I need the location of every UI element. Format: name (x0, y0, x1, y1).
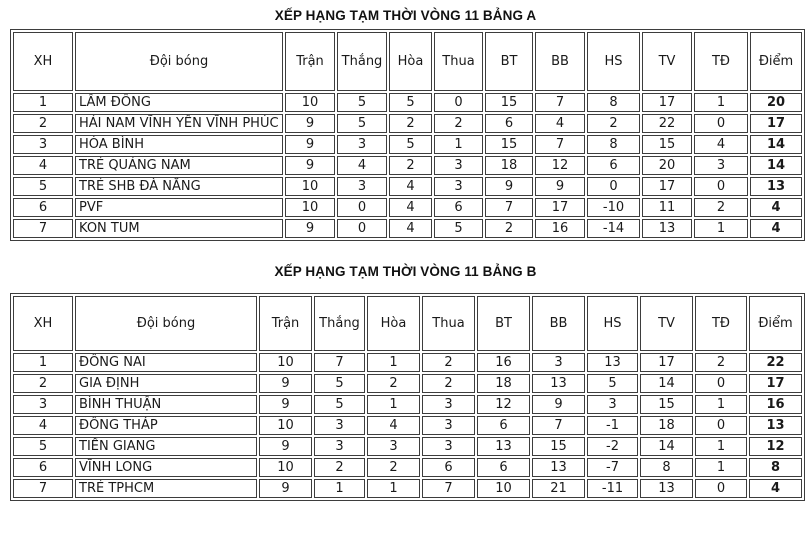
stat-cell: 15 (640, 395, 693, 414)
stat-cell: 5 (314, 374, 365, 393)
stat-cell: 1 (695, 437, 747, 456)
stat-cell: -11 (587, 479, 638, 498)
stat-cell: 6 (477, 416, 530, 435)
team-name: TRẺ QUẢNG NAM (75, 156, 283, 175)
column-header-9: TV (642, 32, 692, 91)
stat-cell: 5 (389, 93, 432, 112)
stat-cell: 1 (434, 135, 483, 154)
stat-cell: 3 (314, 437, 365, 456)
team-name: BÌNH THUẬN (75, 395, 257, 414)
stat-cell: 17 (535, 198, 585, 217)
header-row (13, 32, 802, 91)
stat-cell: 2 (434, 114, 483, 133)
table-row (13, 198, 802, 217)
column-header-6: BT (477, 296, 530, 351)
points-cell: 4 (749, 479, 802, 498)
rank-cell: 5 (13, 437, 73, 456)
stat-cell: 0 (434, 93, 483, 112)
team-name: KON TUM (75, 219, 283, 238)
column-header-0: XH (13, 32, 73, 91)
stat-cell: 2 (389, 156, 432, 175)
stat-cell: -2 (587, 437, 638, 456)
stat-cell: 7 (535, 93, 585, 112)
table-row (13, 156, 802, 175)
table-row (13, 416, 802, 435)
stat-cell: 4 (389, 177, 432, 196)
stat-cell: 2 (422, 374, 475, 393)
stat-cell: 5 (314, 395, 365, 414)
stat-cell: 5 (389, 135, 432, 154)
column-header-11: Điểm (750, 32, 802, 91)
points-cell: 17 (750, 114, 802, 133)
stat-cell: 1 (694, 93, 748, 112)
stat-cell: 15 (642, 135, 692, 154)
column-header-1: Đội bóng (75, 32, 283, 91)
stat-cell: 9 (259, 479, 312, 498)
stat-cell: 0 (695, 416, 747, 435)
stat-cell: 7 (485, 198, 533, 217)
stat-cell: 3 (587, 395, 638, 414)
stat-cell: 17 (642, 93, 692, 112)
stat-cell: 5 (434, 219, 483, 238)
column-header-8: HS (587, 296, 638, 351)
stat-cell: 16 (477, 353, 530, 372)
stat-cell: 16 (535, 219, 585, 238)
stat-cell: 3 (337, 177, 387, 196)
stat-cell: 3 (422, 395, 475, 414)
standings-table-b (10, 293, 805, 501)
stat-cell: 20 (642, 156, 692, 175)
stat-cell: 2 (422, 353, 475, 372)
points-cell: 14 (750, 156, 802, 175)
column-header-3: Thắng (337, 32, 387, 91)
points-cell: 14 (750, 135, 802, 154)
stat-cell: 9 (259, 374, 312, 393)
rank-cell: 3 (13, 395, 73, 414)
stat-cell: 14 (640, 437, 693, 456)
stat-cell: 2 (485, 219, 533, 238)
stat-cell: 10 (259, 353, 312, 372)
stat-cell: 9 (285, 156, 335, 175)
rank-cell: 6 (13, 458, 73, 477)
stat-cell: 5 (337, 114, 387, 133)
stat-cell: 6 (422, 458, 475, 477)
team-name: LÂM ĐỒNG (75, 93, 283, 112)
stat-cell: 13 (477, 437, 530, 456)
stat-cell: 1 (695, 395, 747, 414)
stat-cell: 2 (695, 353, 747, 372)
stat-cell: 3 (422, 437, 475, 456)
stat-cell: 13 (642, 219, 692, 238)
table-row (13, 135, 802, 154)
column-header-1: Đội bóng (75, 296, 257, 351)
stat-cell: 4 (337, 156, 387, 175)
table-row (13, 479, 802, 498)
stat-cell: 9 (285, 114, 335, 133)
stat-cell: 3 (314, 416, 365, 435)
points-cell: 20 (750, 93, 802, 112)
column-header-6: BT (485, 32, 533, 91)
stat-cell: 7 (535, 135, 585, 154)
stat-cell: 13 (587, 353, 638, 372)
header-row (13, 296, 802, 351)
stat-cell: 10 (477, 479, 530, 498)
rank-cell: 7 (13, 479, 73, 498)
stat-cell: 2 (694, 198, 748, 217)
points-cell: 22 (749, 353, 802, 372)
stat-cell: 7 (314, 353, 365, 372)
column-header-9: TV (640, 296, 693, 351)
table-a-title: XẾP HẠNG TẠM THỜI VÒNG 11 BẢNG A (274, 8, 537, 23)
rank-cell: 2 (13, 374, 73, 393)
rank-cell: 4 (13, 416, 73, 435)
stat-cell: 4 (367, 416, 420, 435)
column-header-7: BB (535, 32, 585, 91)
stat-cell: 1 (694, 219, 748, 238)
column-header-2: Trận (285, 32, 335, 91)
stat-cell: 0 (337, 198, 387, 217)
stat-cell: 14 (640, 374, 693, 393)
points-cell: 8 (749, 458, 802, 477)
stat-cell: 2 (314, 458, 365, 477)
stat-cell: -7 (587, 458, 638, 477)
table-row (13, 374, 802, 393)
stat-cell: 12 (535, 156, 585, 175)
stat-cell: 11 (642, 198, 692, 217)
points-cell: 12 (749, 437, 802, 456)
stat-cell: 10 (259, 458, 312, 477)
stat-cell: 15 (485, 135, 533, 154)
stat-cell: 10 (285, 177, 335, 196)
stat-cell: 0 (694, 177, 748, 196)
stat-cell: 13 (640, 479, 693, 498)
stat-cell: 1 (314, 479, 365, 498)
table-b-title: XẾP HẠNG TẠM THỜI VÒNG 11 BẢNG B (274, 264, 537, 279)
points-cell: 17 (749, 374, 802, 393)
stat-cell: 4 (694, 135, 748, 154)
stat-cell: 10 (259, 416, 312, 435)
stat-cell: 4 (389, 219, 432, 238)
table-row (13, 93, 802, 112)
stat-cell: 8 (640, 458, 693, 477)
stat-cell: 18 (640, 416, 693, 435)
stat-cell: 9 (485, 177, 533, 196)
stat-cell: 15 (532, 437, 585, 456)
stat-cell: 9 (535, 177, 585, 196)
stat-cell: 21 (532, 479, 585, 498)
stat-cell: 1 (695, 458, 747, 477)
stat-cell: 9 (259, 395, 312, 414)
column-header-2: Trận (259, 296, 312, 351)
points-cell: 4 (750, 198, 802, 217)
column-header-4: Hòa (389, 32, 432, 91)
stat-cell: 6 (485, 114, 533, 133)
stat-cell: -10 (587, 198, 640, 217)
stat-cell: 6 (434, 198, 483, 217)
stat-cell: 7 (422, 479, 475, 498)
standings-page (0, 8, 811, 501)
rank-cell: 5 (13, 177, 73, 196)
column-header-10: TĐ (694, 32, 748, 91)
table-row (13, 458, 802, 477)
team-name: HÒA BÌNH (75, 135, 283, 154)
stat-cell: 3 (337, 135, 387, 154)
rank-cell: 3 (13, 135, 73, 154)
rank-cell: 1 (13, 353, 73, 372)
stat-cell: -1 (587, 416, 638, 435)
stat-cell: 8 (587, 135, 640, 154)
stat-cell: 4 (535, 114, 585, 133)
rank-cell: 4 (13, 156, 73, 175)
stat-cell: 6 (477, 458, 530, 477)
team-name: TIỀN GIANG (75, 437, 257, 456)
stat-cell: 9 (285, 135, 335, 154)
team-name: GIA ĐỊNH (75, 374, 257, 393)
stat-cell: -14 (587, 219, 640, 238)
stat-cell: 9 (532, 395, 585, 414)
stat-cell: 5 (587, 374, 638, 393)
rank-cell: 7 (13, 219, 73, 238)
rank-cell: 1 (13, 93, 73, 112)
rank-cell: 2 (13, 114, 73, 133)
column-header-0: XH (13, 296, 73, 351)
team-name: HẢI NAM VĨNH YÊN VĨNH PHÚC (75, 114, 283, 133)
team-name: VĨNH LONG (75, 458, 257, 477)
stat-cell: 3 (694, 156, 748, 175)
column-header-10: TĐ (695, 296, 747, 351)
column-header-7: BB (532, 296, 585, 351)
column-header-3: Thắng (314, 296, 365, 351)
stat-cell: 3 (367, 437, 420, 456)
stat-cell: 2 (389, 114, 432, 133)
table-row (13, 395, 802, 414)
column-header-5: Thua (422, 296, 475, 351)
stat-cell: 1 (367, 353, 420, 372)
table-row (13, 219, 802, 238)
stat-cell: 0 (695, 374, 747, 393)
table-row (13, 114, 802, 133)
stat-cell: 3 (434, 177, 483, 196)
table-row (13, 353, 802, 372)
stat-cell: 10 (285, 198, 335, 217)
stat-cell: 6 (587, 156, 640, 175)
stat-cell: 0 (694, 114, 748, 133)
team-name: ĐỒNG NAI (75, 353, 257, 372)
points-cell: 4 (750, 219, 802, 238)
stat-cell: 10 (285, 93, 335, 112)
stat-cell: 18 (477, 374, 530, 393)
points-cell: 13 (749, 416, 802, 435)
points-cell: 16 (749, 395, 802, 414)
stat-cell: 13 (532, 374, 585, 393)
stat-cell: 0 (695, 479, 747, 498)
stat-cell: 17 (640, 353, 693, 372)
team-name: ĐỒNG THÁP (75, 416, 257, 435)
stat-cell: 0 (587, 177, 640, 196)
rank-cell: 6 (13, 198, 73, 217)
stat-cell: 15 (485, 93, 533, 112)
stat-cell: 2 (367, 458, 420, 477)
stat-cell: 2 (367, 374, 420, 393)
table-row (13, 177, 802, 196)
column-header-11: Điểm (749, 296, 802, 351)
stat-cell: 9 (259, 437, 312, 456)
stat-cell: 1 (367, 479, 420, 498)
column-header-5: Thua (434, 32, 483, 91)
stat-cell: 3 (532, 353, 585, 372)
stat-cell: 9 (285, 219, 335, 238)
stat-cell: 5 (337, 93, 387, 112)
table-row (13, 437, 802, 456)
stat-cell: 13 (532, 458, 585, 477)
stat-cell: 7 (532, 416, 585, 435)
stat-cell: 1 (367, 395, 420, 414)
stat-cell: 3 (434, 156, 483, 175)
stat-cell: 4 (389, 198, 432, 217)
stat-cell: 22 (642, 114, 692, 133)
stat-cell: 17 (642, 177, 692, 196)
team-name: TRẺ TPHCM (75, 479, 257, 498)
team-name: TRẺ SHB ĐÀ NẴNG (75, 177, 283, 196)
stat-cell: 8 (587, 93, 640, 112)
standings-table-a (10, 29, 805, 241)
stat-cell: 0 (337, 219, 387, 238)
column-header-8: HS (587, 32, 640, 91)
team-name: PVF (75, 198, 283, 217)
stat-cell: 3 (422, 416, 475, 435)
stat-cell: 2 (587, 114, 640, 133)
stat-cell: 18 (485, 156, 533, 175)
points-cell: 13 (750, 177, 802, 196)
stat-cell: 12 (477, 395, 530, 414)
column-header-4: Hòa (367, 296, 420, 351)
